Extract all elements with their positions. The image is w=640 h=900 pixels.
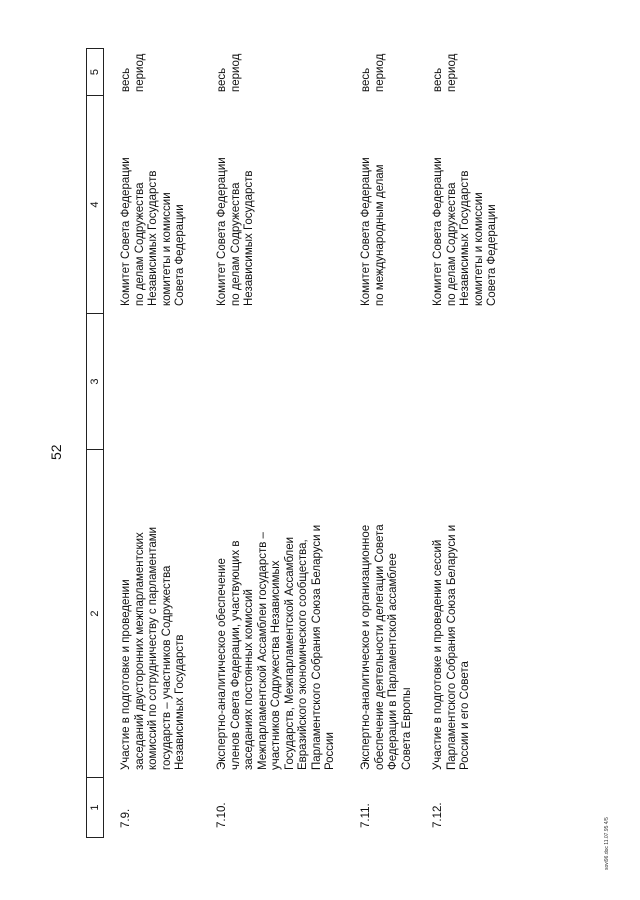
description-line: Экспертно-аналитическое обеспечение [216, 558, 228, 770]
responsible-line: по делам Содружества [229, 182, 242, 306]
row-responsible [432, 96, 500, 314]
responsible-line: Комитет Совета Федерации [432, 157, 444, 306]
row-empty-cell [360, 314, 414, 450]
row-responsible [216, 96, 338, 314]
responsible-line: по международным делам [373, 164, 386, 306]
row-empty-cell [432, 314, 500, 450]
description-line: государств – участников Содружества [160, 565, 173, 770]
table-row [360, 50, 414, 838]
period-line: весь [216, 67, 228, 92]
responsible-line: комитеты и комиссии [160, 192, 173, 306]
description-line: Участие в подготовке и проведении [120, 579, 132, 770]
description-line: участников Содружества Независимых [270, 560, 282, 770]
period-line: период [373, 53, 386, 92]
responsible-line: Комитет Совета Федерации [120, 157, 132, 306]
description-line: заседаниях постоянных комиссий [243, 589, 255, 770]
column-header-1: 1 [87, 777, 103, 837]
period-line: весь [360, 67, 372, 92]
description-line: России [324, 732, 336, 770]
responsible-line: Независимых Государств [459, 170, 471, 306]
responsible-line: Независимых Государств [243, 170, 255, 306]
row-number: 7.11. [360, 803, 372, 828]
description-line: Совета Европы [400, 687, 413, 770]
row-description [120, 450, 188, 778]
description-line: Участие в подготовке и проведении сессий [432, 539, 444, 770]
row-number: 7.12. [432, 802, 444, 828]
description-line: обеспечение деятельности делегации Совета [373, 524, 386, 770]
row-responsible [120, 96, 188, 314]
row-description [432, 450, 500, 778]
row-number: 7.10. [216, 802, 228, 828]
responsible-line: Комитет Совета Федерации [360, 157, 372, 306]
period-line: период [229, 53, 242, 92]
table-row [120, 50, 188, 838]
period-line: весь [432, 67, 444, 92]
footer-note: sovi96.doc 11.07.95 4/5 [604, 817, 610, 870]
row-description [360, 450, 414, 778]
period-line: весь [120, 67, 132, 92]
description-line: Федерации в Парламентской ассамблее [387, 553, 399, 770]
table-header [86, 48, 104, 838]
description-line: Межпарламентской Ассамблеи государств – [256, 532, 269, 770]
responsible-line: Независимых Государств [147, 170, 159, 306]
responsible-line: Совета Федерации [486, 204, 498, 306]
description-line: Государств, Межпарламентской Ассамблеи [283, 536, 296, 770]
column-header-5: 5 [89, 68, 101, 76]
description-line: комиссий по сотрудничеству с парламентами [147, 526, 159, 770]
period-line: период [445, 53, 458, 92]
description-line: заседаний двусторонних межпарламентских [133, 532, 146, 770]
responsible-line: по делам Содружества [445, 182, 458, 306]
row-empty-cell [120, 314, 188, 450]
description-line: Парламентского Собрания Союза Беларуси и [310, 524, 323, 770]
responsible-line: комитеты и комиссии [472, 192, 485, 306]
column-header-3: 3 [87, 313, 103, 449]
description-line: Независимых Государств [174, 634, 186, 770]
description-line: членов Совета Федерации, участвующих в [229, 540, 242, 770]
responsible-line: Комитет Совета Федерации [216, 157, 228, 306]
column-header-2: 2 [87, 449, 103, 777]
page-number: 52 [48, 444, 64, 460]
responsible-line: по делам Содружества [133, 182, 146, 306]
description-line: Экспертно-аналитическое и организационное [360, 524, 372, 770]
description-line: Парламентского Собрания Союза Беларуси и [445, 524, 458, 770]
column-header-4: 4 [87, 95, 103, 313]
row-period [360, 50, 414, 96]
description-line: Евразийского экономического сообщества, [297, 539, 309, 770]
row-responsible [360, 96, 414, 314]
table-row [432, 50, 500, 838]
row-period [216, 50, 338, 96]
row-period [120, 50, 188, 96]
period-line: период [133, 53, 146, 92]
row-description [216, 450, 338, 778]
description-line: России и его Совета [459, 661, 471, 770]
table-row [216, 50, 338, 838]
row-empty-cell [216, 314, 338, 450]
row-period [432, 50, 500, 96]
row-number: 7.9. [120, 808, 132, 828]
responsible-line: Совета Федерации [174, 204, 186, 306]
